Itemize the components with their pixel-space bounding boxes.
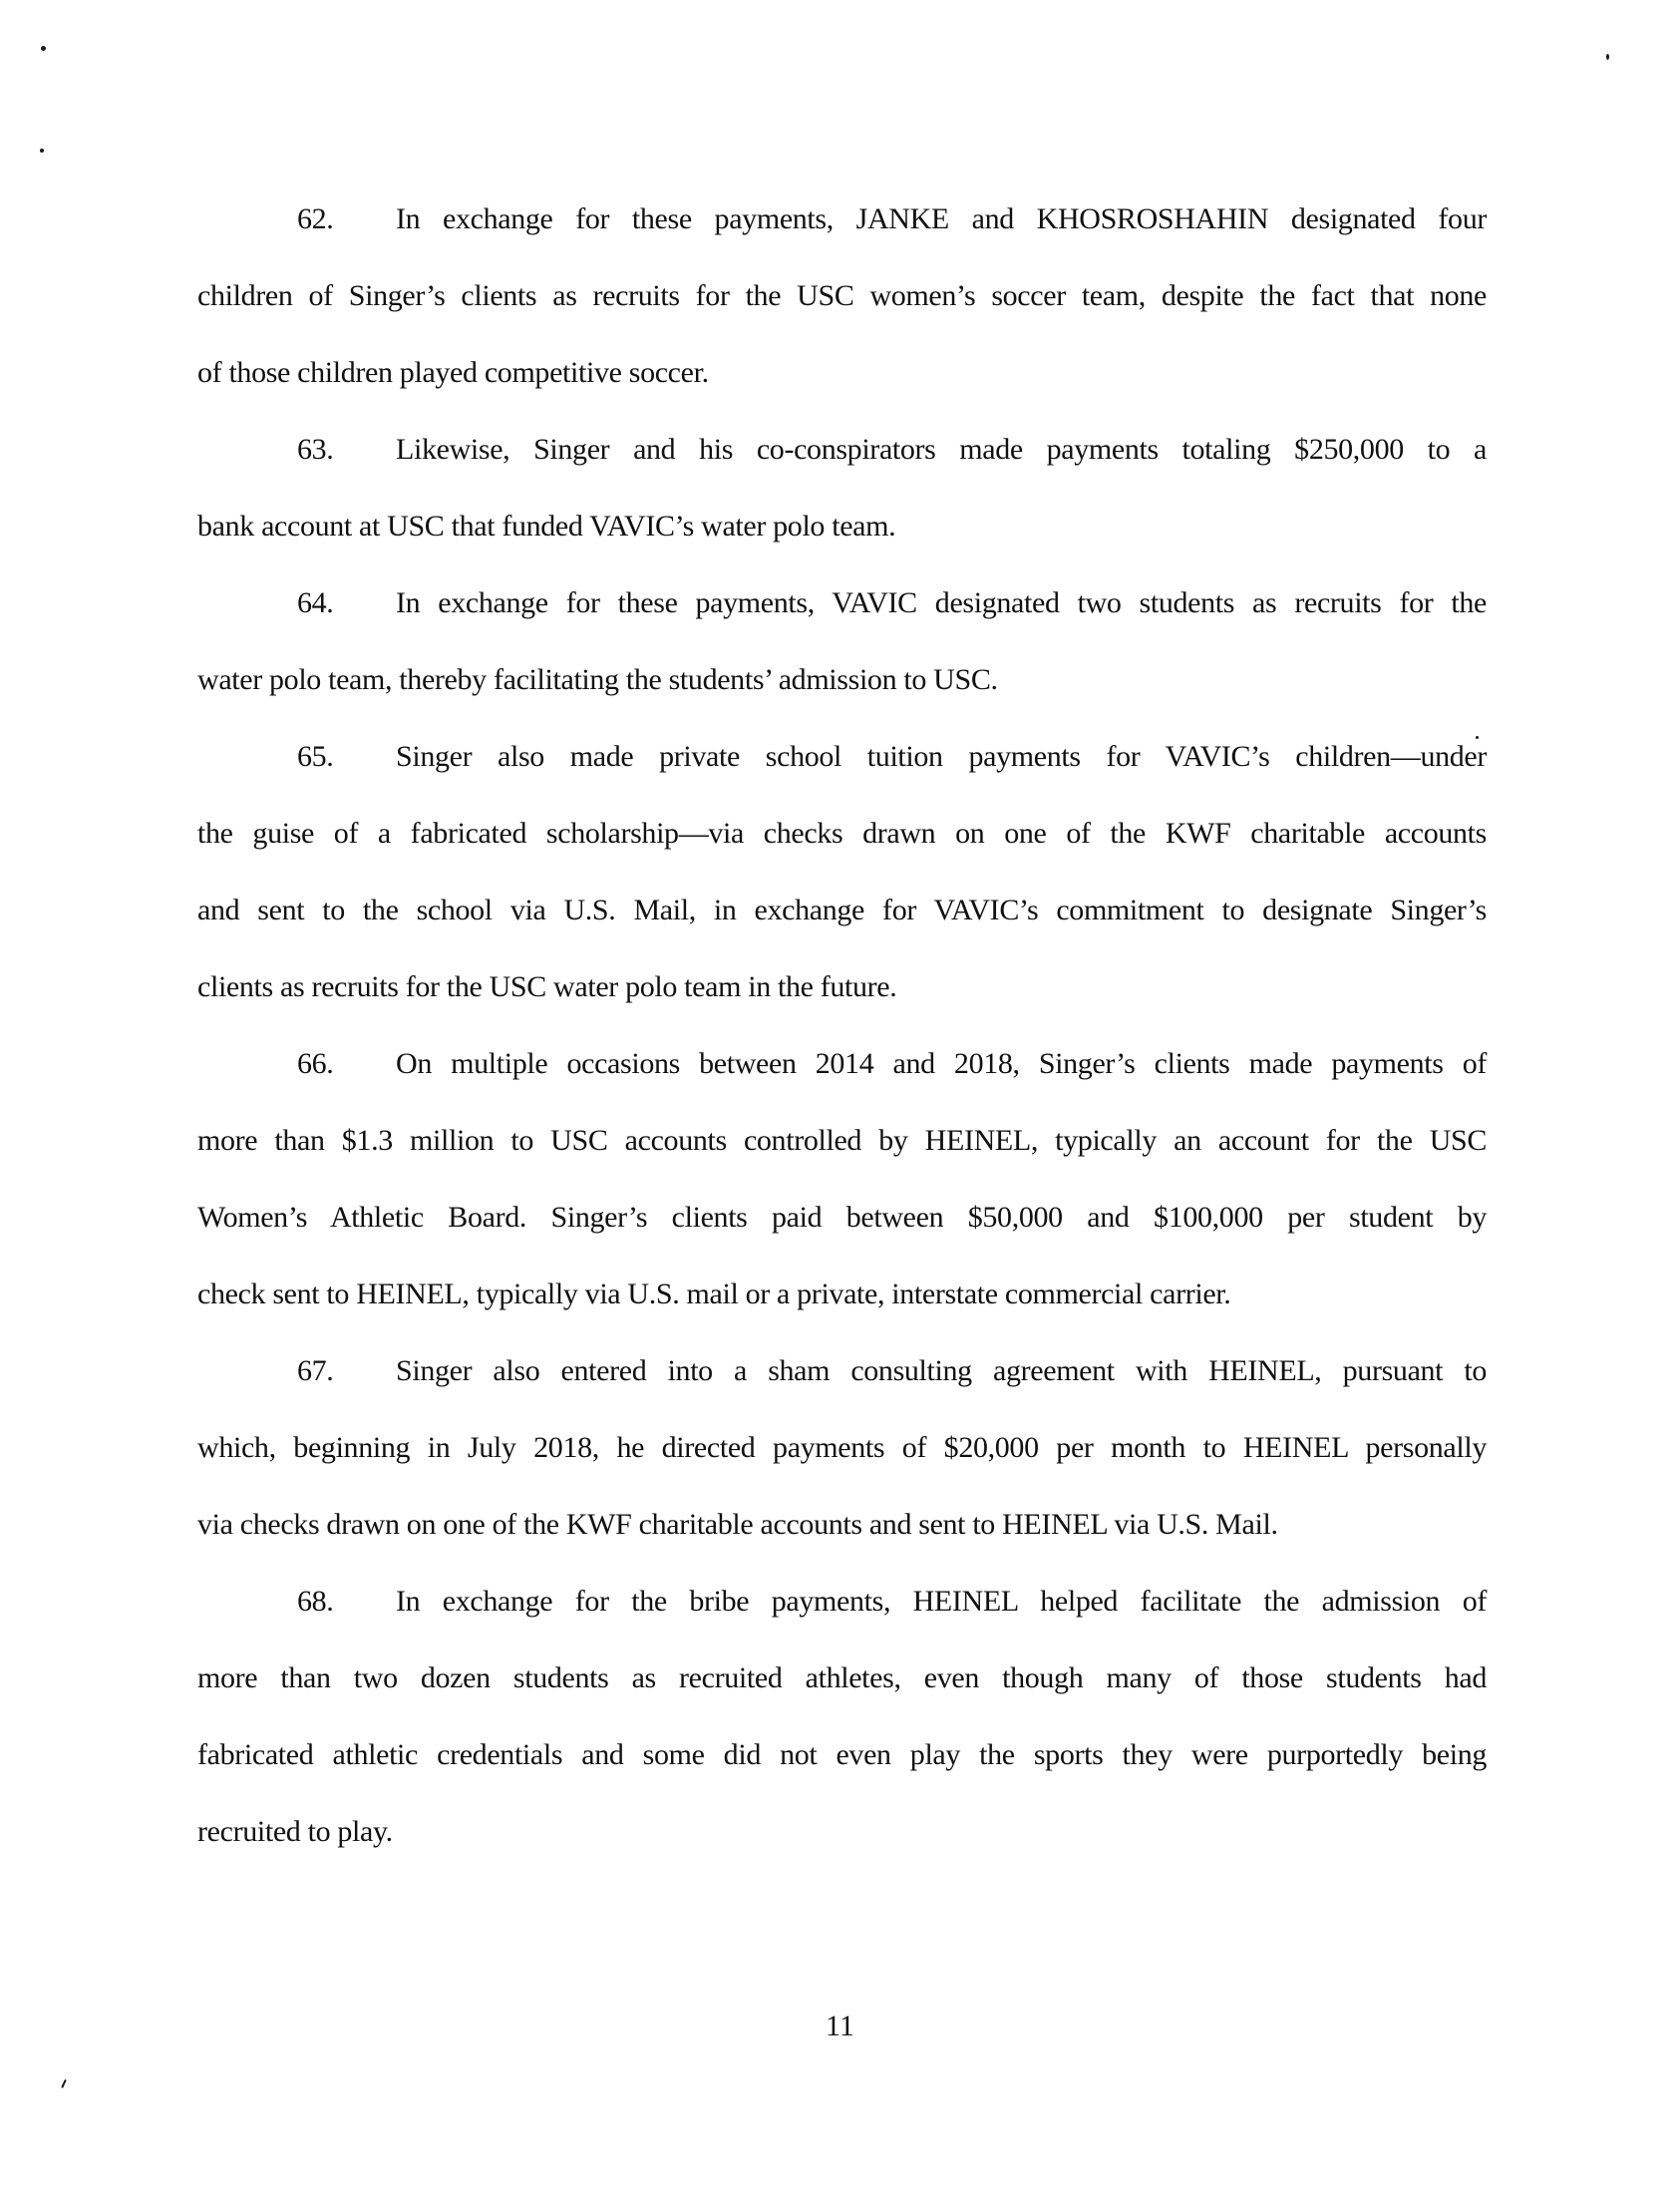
paragraph-line: more than two dozen students as recruited athletes, even though many of those students had — [197, 1661, 1487, 1694]
paragraph-line: children of Singer’s clients as recruits for the USC women’s soccer team, despite the fact that none — [197, 279, 1487, 312]
paragraph-line: the guise of a fabricated scholarship—via checks drawn on one of the KWF charitable accounts — [197, 817, 1487, 850]
paragraph-number: 65. — [297, 740, 334, 773]
paragraph-line: via checks drawn on one of the KWF charitable accounts and sent to HEINEL via U.S. Mail. — [197, 1508, 1278, 1541]
paragraph-number: 68. — [297, 1585, 334, 1618]
paragraph-68 — [197, 1582, 1487, 1889]
paragraph-line: bank account at USC that funded VAVIC’s water polo team. — [197, 510, 896, 543]
paragraph-first-line — [197, 737, 1487, 814]
paragraph-number: 62. — [297, 202, 334, 235]
paragraph-line: more than $1.3 million to USC accounts controlled by HEINEL, typically an account for the USC — [197, 1124, 1487, 1157]
paragraph-line: Women’s Athletic Board. Singer’s clients paid between $50,000 and $100,000 per student by — [197, 1201, 1487, 1234]
paragraph-first-line — [197, 430, 1487, 507]
paragraph-text: On multiple occasions between 2014 and 2018, Singer’s clients made payments of — [396, 1047, 1487, 1080]
paragraph-62 — [197, 199, 1487, 430]
paragraph-first-line — [197, 1582, 1487, 1658]
paragraph-67 — [197, 1351, 1487, 1582]
scan-speck — [1606, 54, 1609, 60]
paragraph-text: Singer also made private school tuition payments for VAVIC’s children—under — [396, 740, 1487, 773]
paragraph-line: check sent to HEINEL, typically via U.S. mail or a private, interstate commercial carrier. — [197, 1278, 1231, 1310]
paragraph-number: 66. — [297, 1047, 334, 1080]
paragraph-first-line — [197, 583, 1487, 660]
paragraph-first-line — [197, 1351, 1487, 1428]
paragraph-line: and sent to the school via U.S. Mail, in exchange for VAVIC’s commitment to designate Singer’s — [197, 894, 1487, 926]
document-body — [197, 199, 1487, 1889]
paragraph-66 — [197, 1044, 1487, 1351]
scan-speck — [40, 149, 44, 153]
paragraph-63 — [197, 430, 1487, 583]
paragraph-line: fabricated athletic credentials and some did not even play the sports they were purportedly being — [197, 1738, 1487, 1771]
paragraph-line: clients as recruits for the USC water polo team in the future. — [197, 970, 897, 1003]
paragraph-first-line — [197, 1044, 1487, 1121]
paragraph-first-line — [197, 199, 1487, 276]
scan-speck — [61, 2079, 67, 2088]
paragraph-number: 67. — [297, 1354, 334, 1387]
paragraph-line: of those children played competitive soccer. — [197, 356, 709, 389]
paragraph-line: recruited to play. — [197, 1815, 393, 1848]
paragraph-text: In exchange for these payments, VAVIC designated two students as recruits for the — [396, 586, 1487, 619]
paragraph-text: In exchange for the bribe payments, HEINEL helped facilitate the admission of — [396, 1585, 1487, 1618]
paragraph-number: 64. — [297, 586, 334, 619]
paragraph-line: water polo team, thereby facilitating the students’ admission to USC. — [197, 663, 998, 696]
paragraph-line: which, beginning in July 2018, he directed payments of $20,000 per month to HEINEL personally — [197, 1431, 1487, 1464]
paragraph-65 — [197, 737, 1487, 1044]
scan-speck — [41, 46, 46, 51]
paragraph-text: Singer also entered into a sham consulting agreement with HEINEL, pursuant to — [396, 1354, 1487, 1387]
paragraph-64 — [197, 583, 1487, 737]
paragraph-number: 63. — [297, 433, 334, 466]
paragraph-text: In exchange for these payments, JANKE and KHOSROSHAHIN designated four — [396, 202, 1487, 235]
paragraph-text: Likewise, Singer and his co-conspirators made payments totaling $250,000 to a — [396, 433, 1487, 466]
page-number: 11 — [826, 2009, 854, 2042]
